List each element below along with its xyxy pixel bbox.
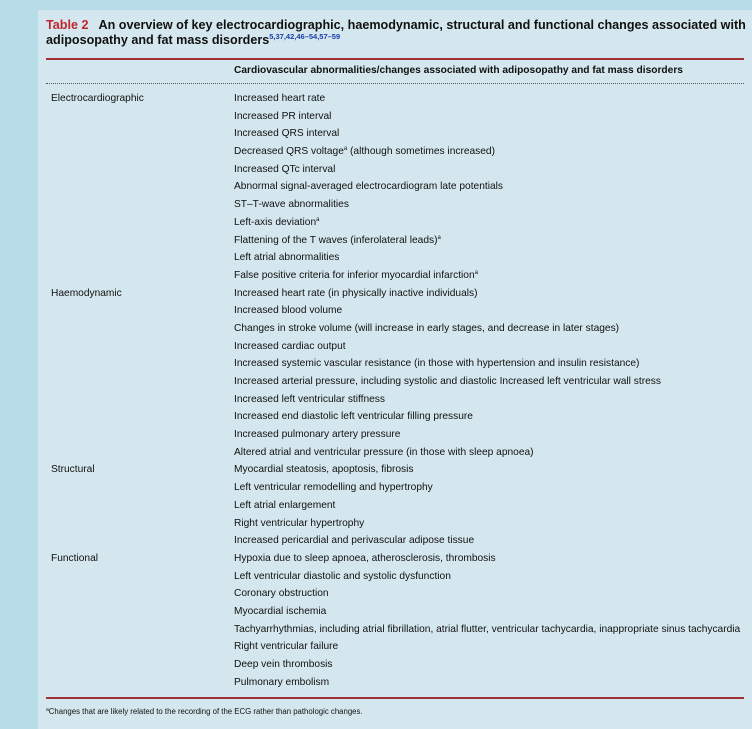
row-item	[234, 90, 325, 108]
table-row	[38, 373, 752, 391]
table-row	[38, 674, 752, 692]
row-item-text: Myocardial steatosis, apoptosis, fibrosis	[234, 464, 414, 476]
table-row	[38, 249, 752, 267]
row-footnote-mark: a	[316, 216, 320, 223]
row-category: Haemodynamic	[51, 287, 122, 299]
row-item-text: Deep vein thrombosis	[234, 659, 333, 670]
row-item-text: Increased QTc interval	[234, 163, 336, 175]
row-item	[234, 408, 473, 426]
row-item	[234, 621, 740, 639]
table-references: 5,37,42,46–54,57–59	[269, 32, 341, 41]
row-item-text: Increased pulmonary artery pressure	[234, 429, 401, 441]
row-item-text: Increased blood volume	[234, 305, 343, 317]
row-item-text: Left atrial enlargement	[234, 499, 336, 511]
row-item-text: Increased pericardial and perivascular adipose tissue	[234, 535, 475, 547]
table-row	[38, 90, 752, 108]
table-label: Table 2	[46, 18, 89, 32]
row-item	[234, 338, 346, 356]
table-row	[38, 656, 752, 674]
row-category: Electrocardiographic	[51, 93, 144, 104]
row-item	[234, 479, 433, 497]
table-row	[38, 497, 752, 515]
row-item	[234, 568, 451, 586]
row-item	[234, 143, 495, 161]
row-item-text: Increased end diastolic left ventricular filling pressure	[234, 411, 473, 423]
table-row	[38, 408, 752, 426]
row-category: Functional	[51, 552, 99, 564]
row-item	[234, 603, 326, 621]
table-row	[38, 461, 752, 479]
header-divider	[46, 83, 744, 84]
row-item	[234, 550, 496, 568]
table-footnote	[46, 707, 363, 716]
row-item	[234, 373, 661, 391]
row-item-text: Increased PR interval	[234, 110, 332, 122]
row-item-text: Altered atrial and ventricular pressure (in those with sleep apnoea)	[234, 446, 534, 458]
row-item-text: Increased systemic vascular resistance (in those with hypertension and insulin resistance)	[234, 358, 640, 370]
row-item-text: Coronary obstruction	[234, 588, 329, 600]
row-category: Structural	[51, 464, 95, 476]
table-row	[38, 285, 752, 303]
row-item	[234, 391, 385, 409]
row-item-text: Increased arterial pressure, including systolic and diastolic Increased left ventricular wall stress	[234, 376, 661, 387]
row-item-text: Left-axis deviation	[234, 216, 317, 228]
row-item-text: Pulmonary embolism	[234, 676, 330, 688]
row-item-text: Left ventricular remodelling and hypertrophy	[234, 482, 433, 494]
row-item-text: Increased heart rate	[234, 93, 326, 104]
row-item-tail: (although sometimes increased)	[347, 146, 495, 158]
table-row	[38, 568, 752, 586]
row-item	[234, 638, 338, 656]
row-item-text: False positive criteria for inferior myocardial infarction	[234, 269, 475, 281]
row-item	[234, 656, 333, 674]
row-item	[234, 461, 414, 479]
row-item-text: Right ventricular hypertrophy	[234, 517, 365, 529]
row-item	[234, 674, 329, 692]
footnote-mark: a	[46, 707, 49, 713]
row-item	[234, 426, 400, 444]
row-item-text: Flattening of the T waves (inferolateral leads)	[234, 234, 438, 246]
table-panel	[38, 10, 752, 729]
row-item-text: Abnormal signal-averaged electrocardiogram late potentials	[234, 181, 503, 193]
row-item-text: Increased QRS interval	[234, 128, 340, 140]
row-item	[234, 355, 639, 373]
table-row	[38, 638, 752, 656]
row-item	[234, 285, 478, 303]
table-row	[38, 426, 752, 444]
row-item-text: Hypoxia due to sleep apnoea, atherosclerosis, thrombosis	[234, 552, 496, 564]
table-row	[38, 302, 752, 320]
row-item	[234, 444, 534, 462]
row-item	[234, 249, 339, 267]
table-row	[38, 196, 752, 214]
row-item	[234, 532, 474, 550]
row-item	[234, 267, 478, 285]
table-row	[38, 267, 752, 285]
table-row	[38, 125, 752, 143]
table-row	[38, 108, 752, 126]
row-footnote-mark: a	[343, 146, 348, 153]
row-item	[234, 515, 364, 533]
row-item	[234, 196, 349, 214]
table-row	[38, 585, 752, 603]
row-item-text: Left atrial abnormalities	[234, 252, 340, 264]
table-body	[38, 90, 752, 691]
row-item-text: Decreased QRS voltage	[234, 146, 344, 158]
row-item-text: Increased cardiac output	[234, 340, 346, 352]
table-row	[38, 355, 752, 373]
table-row	[38, 532, 752, 550]
table-row	[38, 214, 752, 232]
row-item	[234, 232, 441, 250]
row-item-text: Right ventricular failure	[234, 641, 339, 653]
row-item	[234, 161, 335, 179]
table-title	[46, 18, 752, 48]
footnote-text: Changes that are likely related to the recording of the ECG rather than pathologic changes.	[48, 707, 363, 716]
table-row	[38, 515, 752, 533]
row-footnote-mark: a	[474, 269, 478, 276]
table-row	[38, 143, 752, 161]
table-row	[38, 161, 752, 179]
table-row	[38, 479, 752, 497]
row-item-text: ST–T-wave abnormalities	[234, 199, 349, 211]
row-item-text: Increased heart rate (in physically inactive individuals)	[234, 287, 478, 299]
table-row	[38, 550, 752, 568]
row-item-text: Changes in stroke volume (will increase in early stages, and decrease in later stages)	[234, 322, 620, 334]
row-footnote-mark: a	[437, 234, 441, 241]
row-item-text: Increased left ventricular stiffness	[234, 393, 385, 405]
row-item	[234, 108, 331, 126]
table-row	[38, 391, 752, 409]
table-caption: An overview of key electrocardiographic, haemodynamic, structural and functional changes associated with adiposopathy and fat mass disorders	[46, 18, 746, 47]
row-item	[234, 497, 335, 515]
row-item-text: Myocardial ischemia	[234, 605, 327, 617]
table-row	[38, 621, 752, 639]
column-header: Cardiovascular abnormalities/changes associated with adiposopathy and fat mass disorders	[234, 65, 683, 76]
row-item-text: Tachyarrhythmias, including atrial fibrillation, atrial flutter, ventricular tachycardia, inappropriate sinus tachycardia	[234, 623, 741, 635]
table-row	[38, 338, 752, 356]
table-row	[38, 178, 752, 196]
row-item	[234, 302, 342, 320]
row-item	[234, 125, 339, 143]
row-item	[234, 585, 329, 603]
row-item-text: Left ventricular diastolic and systolic dysfunction	[234, 570, 451, 582]
top-rule	[46, 58, 744, 60]
table-row	[38, 444, 752, 462]
row-item	[234, 320, 619, 338]
table-row	[38, 603, 752, 621]
bottom-rule	[46, 697, 744, 699]
row-item	[234, 214, 319, 232]
row-item	[234, 178, 503, 196]
table-row	[38, 320, 752, 338]
table-row	[38, 232, 752, 250]
